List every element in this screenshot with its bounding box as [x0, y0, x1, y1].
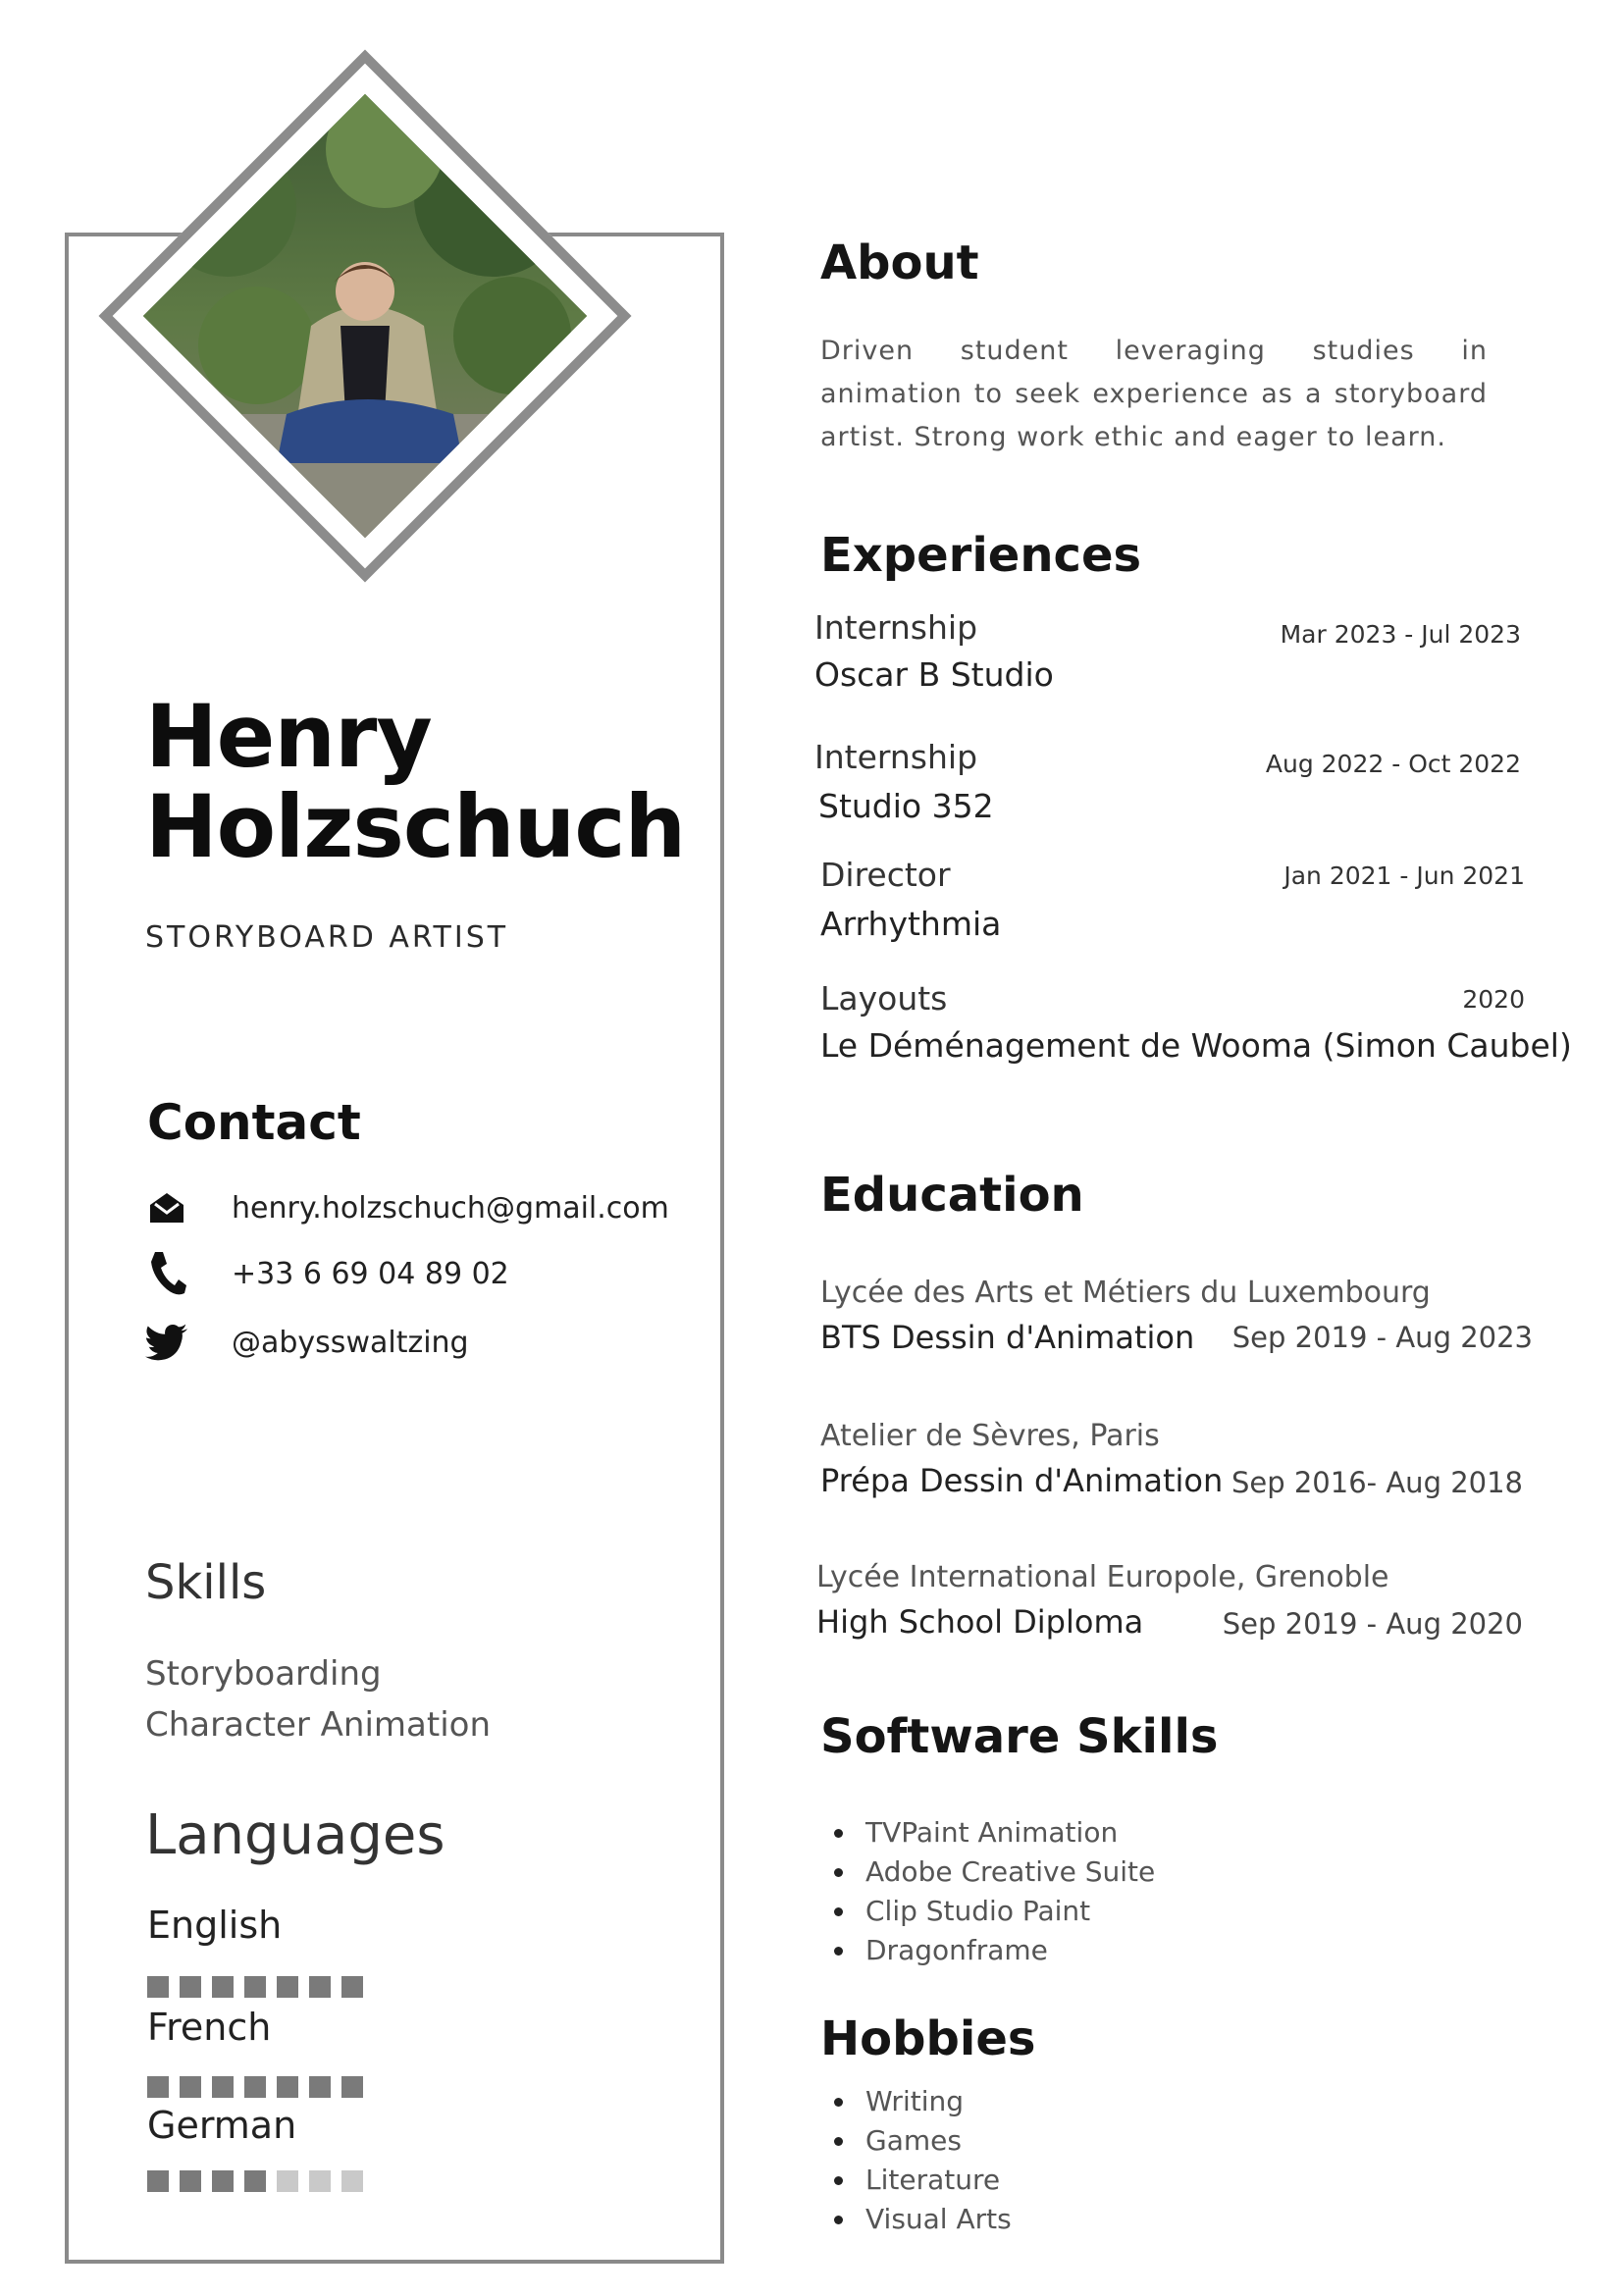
software-skills-list [834, 1813, 1155, 1970]
list-item: Clip Studio Paint [834, 1892, 1155, 1931]
experience-date: 2020 [1462, 985, 1525, 1014]
experience-org: Oscar B Studio [814, 655, 1054, 694]
education-date: Sep 2016- Aug 2018 [1230, 1466, 1523, 1499]
job-title: STORYBOARD ARTIST [145, 920, 509, 955]
education-date: Sep 2019 - Aug 2023 [1231, 1321, 1533, 1354]
full-name [145, 686, 695, 877]
level-square-filled [212, 2076, 234, 2098]
language-level-german [147, 2170, 363, 2192]
experience-role: Director [820, 856, 951, 894]
level-square-filled [309, 2076, 331, 2098]
language-name: French [147, 2006, 272, 2049]
contact-phone-row [145, 1246, 509, 1301]
language-name: German [147, 2104, 297, 2147]
envelope-open-icon [145, 1186, 188, 1229]
level-square-filled [341, 1976, 363, 1998]
experiences-heading: Experiences [820, 528, 1142, 583]
hobbies-list [834, 2082, 1012, 2239]
education-degree: BTS Dessin d'Animation [820, 1319, 1195, 1356]
software-skills-heading: Software Skills [820, 1709, 1219, 1764]
experience-role: Internship [814, 738, 978, 776]
language-name: English [147, 1904, 283, 1947]
phone-icon [145, 1252, 188, 1295]
languages-heading: Languages [145, 1803, 445, 1867]
level-square-filled [277, 1976, 298, 1998]
level-square-filled [212, 2170, 234, 2192]
skills-heading: Skills [145, 1555, 267, 1610]
education-degree: Prépa Dessin d'Animation [820, 1462, 1224, 1499]
language-level-english [147, 1976, 363, 1998]
education-heading: Education [820, 1168, 1084, 1223]
level-square-filled [341, 2076, 363, 2098]
education-date: Sep 2019 - Aug 2020 [1222, 1607, 1523, 1641]
experience-date: Mar 2023 - Jul 2023 [1280, 620, 1521, 649]
level-square-filled [147, 1976, 169, 1998]
experience-date: Jan 2021 - Jun 2021 [1283, 861, 1525, 890]
level-square-filled [147, 2170, 169, 2192]
level-square-empty [309, 2170, 331, 2192]
experience-role: Internship [814, 608, 978, 647]
email-link[interactable]: henry.holzschuch@gmail.com [232, 1190, 669, 1226]
level-square-filled [180, 2170, 201, 2192]
education-school: Lycée des Arts et Métiers du Luxembourg [820, 1276, 1431, 1310]
level-square-filled [180, 2076, 201, 2098]
contact-email-row [145, 1180, 669, 1235]
level-square-filled [309, 1976, 331, 1998]
list-item: TVPaint Animation [834, 1813, 1155, 1852]
about-heading: About [820, 235, 979, 290]
list-item: Visual Arts [834, 2200, 1012, 2239]
contact-heading: Contact [147, 1094, 361, 1151]
experience-org: Le Déménagement de Wooma (Simon Caubel) [820, 1026, 1572, 1065]
level-square-filled [244, 2170, 266, 2192]
twitter-handle-link[interactable]: @abysswaltzing [232, 1325, 469, 1360]
list-item: Literature [834, 2161, 1012, 2200]
level-square-filled [147, 2076, 169, 2098]
experience-org: Arrhythmia [820, 905, 1002, 943]
level-square-empty [277, 2170, 298, 2192]
list-item: Adobe Creative Suite [834, 1852, 1155, 1892]
list-item: Games [834, 2121, 1012, 2161]
level-square-filled [212, 1976, 234, 1998]
contact-twitter-row [145, 1315, 469, 1370]
experience-role: Layouts [820, 979, 948, 1018]
level-square-filled [180, 1976, 201, 1998]
level-square-filled [244, 2076, 266, 2098]
education-school: Atelier de Sèvres, Paris [820, 1419, 1160, 1453]
list-item: Dragonframe [834, 1931, 1155, 1970]
education-degree: High School Diploma [816, 1603, 1144, 1641]
last-name: Holzschuch [145, 776, 686, 877]
skill-item: Storyboarding [145, 1654, 382, 1694]
about-text: Driven student leveraging studies in animation to seek experience as a storyboard artist. Strong work ethic and eager to learn. [820, 336, 1488, 452]
level-square-filled [244, 1976, 266, 1998]
language-level-french [147, 2076, 363, 2098]
experience-org: Studio 352 [818, 787, 994, 825]
level-square-filled [277, 2076, 298, 2098]
skill-item: Character Animation [145, 1705, 492, 1745]
hobbies-heading: Hobbies [820, 2011, 1036, 2066]
level-square-empty [341, 2170, 363, 2192]
education-school: Lycée International Europole, Grenoble [816, 1560, 1389, 1594]
list-item: Writing [834, 2082, 1012, 2121]
experience-date: Aug 2022 - Oct 2022 [1265, 750, 1521, 778]
first-name: Henry [145, 686, 432, 787]
twitter-bird-icon [145, 1321, 188, 1364]
phone-link[interactable]: +33 6 69 04 89 02 [232, 1256, 509, 1291]
